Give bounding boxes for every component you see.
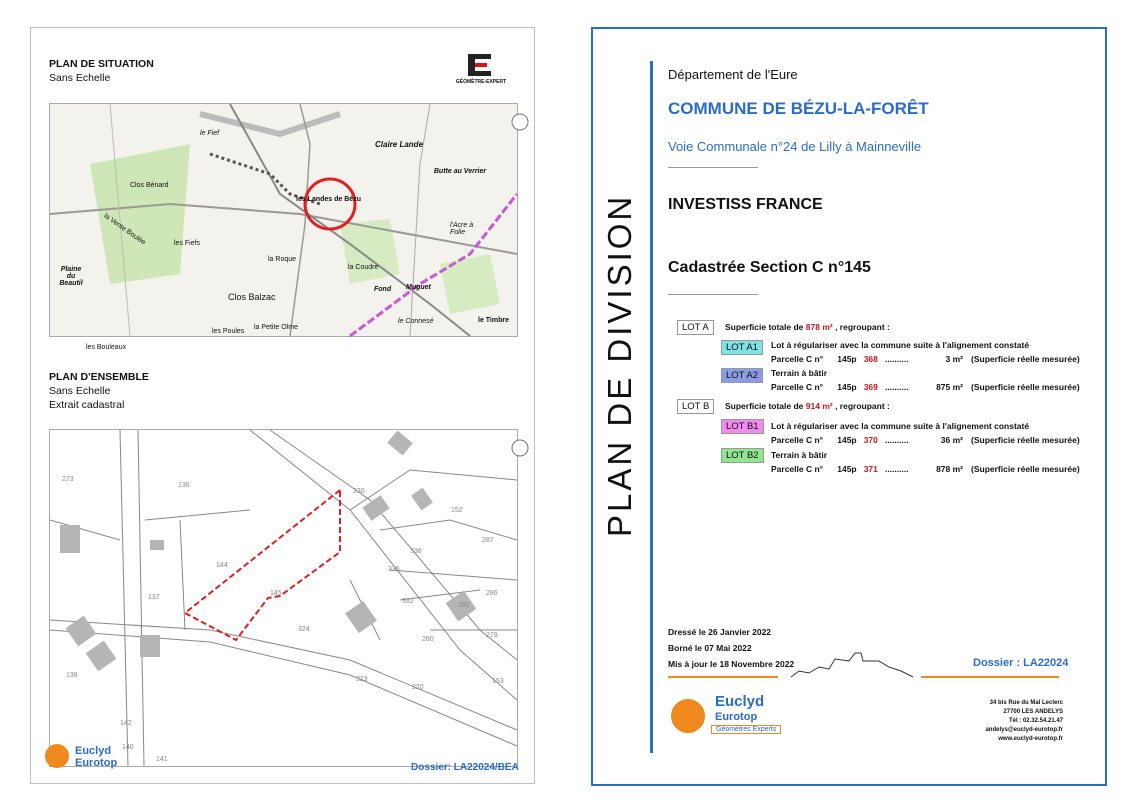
voie: Voie Communale n°24 de Lilly à Mainneville [668,139,922,154]
map-label: la Petite Olme [254,324,298,331]
parcel-label: 230 [353,488,365,495]
lot-b1-parcel: Parcelle C n° 145p 370 .......... [771,435,909,445]
lot-a1-desc: Lot à régulariser avec la commune suite à l'alignement constaté [771,340,1030,350]
skyline-sketch [789,641,919,681]
parcel-label: 286 [486,590,498,597]
lot-a2-area: 875 m² [936,382,963,392]
map-label: Muguet [406,284,431,291]
logo-line3: Géomètres Experts [711,725,781,734]
right-sheet [591,27,1107,786]
parcel-label: 335 [388,566,400,573]
parcel-label: 220 [412,684,424,691]
parcel-label: 136 [178,482,190,489]
lot-a1-area: 3 m² [945,354,963,364]
map-label: Claire Lande [375,140,424,149]
parcel-label: 138 [66,672,78,679]
lot-b2-note: (Superficie réelle mesurée) [971,464,1080,474]
map-label: le Fief [200,130,220,137]
ensemble-subtitle: Sans Echelle [49,385,111,397]
parcel-label: 152 [451,507,463,514]
date-updated: Mis à jour le 18 Novembre 2022 [668,659,795,669]
client: INVESTISS FRANCE [668,196,823,213]
parcel-label: 140 [122,744,134,751]
address-line: 34 bis Rue du Mal Leclerc [989,700,1063,706]
situation-title: PLAN DE SITUATION [49,58,154,70]
lot-b2-tag: LOT B2 [721,448,764,463]
date-drawn: Dressé le 26 Janvier 2022 [668,627,772,637]
ensemble-extract: Extrait cadastral [49,399,125,411]
map-label: Plaine du Beautil [59,266,83,287]
logo-line2: Eurotop [715,711,758,723]
lot-b2-desc: Terrain à bâtir [771,450,828,460]
address-website: www.euclyd-eurotop.fr [998,736,1063,742]
address-block [933,699,1063,744]
parcel-label: 280 [422,636,434,643]
lot-a1-parcel: Parcelle C n° 145p 368 .......... [771,354,909,364]
situation-subtitle: Sans Echelle [49,72,111,84]
commune-title: COMMUNE DE BÉZU-LA-FORÊT [668,99,929,118]
logo-line2: Eurotop [75,757,118,769]
lot-b-tag: LOT B [677,399,714,414]
map-label: la Vente Boulée [102,212,147,247]
parcel-label: 338 [410,548,422,555]
parcel-label: 281 [458,602,470,609]
dossier-label: Dossier: LA22024/BEA [411,762,519,773]
map-label: Clos Balzac [228,292,276,302]
lot-a1-tag: LOT A1 [721,340,763,355]
ensemble-title: PLAN D'ENSEMBLE [49,371,149,383]
parcel-label: 332 [402,598,414,605]
lot-b-summary: Superficie totale de 914 m² , regroupant : [725,401,890,411]
map-label: la Coudre [348,264,379,271]
euclyd-logo-icon [45,744,69,768]
lot-a2-parcel: Parcelle C n° 145p 369 .......... [771,382,909,392]
map-label: les Bouleaux [86,344,127,351]
map-label: les Landes de Bézu [296,196,361,203]
map-label: Clos Bénard [130,182,169,189]
address-line: Tél : 02.32.54.21.47 [1008,718,1063,724]
lot-b2-area: 878 m² [936,464,963,474]
parcel-label: 153 [492,678,504,685]
map-label: la Roque [268,256,297,263]
lot-b1-note: (Superficie réelle mesurée) [971,435,1080,445]
lot-a-summary: Superficie totale de 878 m² , regroupant : [725,322,890,332]
lot-a-tag: LOT A [677,320,714,335]
parcel-label: 273 [62,476,74,483]
divider [668,167,758,168]
geometre-expert-logo [451,52,511,92]
department: Département de l'Eure [668,67,798,82]
geometre-logo-text: GÉOMÈTRE-EXPERT [455,79,507,85]
map-label: l'Acre à Folie [450,222,474,236]
divider [668,294,758,295]
parcel-label: 324 [298,626,310,633]
left-sheet [30,27,535,784]
cadastre-title: Cadastrée Section C n°145 [668,259,871,276]
orange-rule [668,676,778,678]
map-label: les Poules [212,328,245,335]
lot-a2-note: (Superficie réelle mesurée) [971,382,1080,392]
map-label: le Connesé [398,318,434,325]
logo-line1: Euclyd [75,745,112,757]
vertical-rule [650,61,653,753]
parcel-label: 287 [482,537,494,544]
lot-a2-desc: Terrain à bâtir [771,368,828,378]
parcel-label: 137 [148,594,160,601]
parcel-label: 279 [486,632,498,639]
address-line: 27700 LES ANDELYS [1003,709,1063,715]
dossier-label: Dossier : LA22024 [973,657,1069,669]
address-email: andelys@euclyd-eurotop.fr [985,727,1063,733]
parcel-label: 142 [120,720,132,727]
lot-a2-tag: LOT A2 [721,368,763,383]
lot-b2-parcel: Parcelle C n° 145p 371 .......... [771,464,909,474]
orange-rule [921,676,1059,678]
map-label: le Timbre [478,317,509,324]
lot-a1-note: (Superficie réelle mesurée) [971,354,1080,364]
vertical-title: PLAN DE DIVISION [601,193,638,537]
parcel-label: 144 [216,562,228,569]
map-label: Butte au Verrier [433,168,487,175]
date-marked: Borné le 07 Mai 2022 [668,643,752,653]
lot-b1-desc: Lot à régulariser avec la commune suite à l'alignement constaté [771,421,1030,431]
lot-b1-area: 36 m² [940,435,963,445]
situation-map [49,103,518,351]
map-label: Fond [374,286,392,293]
parcel-label: 323 [356,676,368,683]
logo-line1: Euclyd [715,693,765,710]
euclyd-logo-icon [671,699,705,733]
parcel-label: 145 [270,590,282,597]
parcel-label: 141 [156,756,168,763]
map-label: les Fiefs [174,240,201,247]
cadastre-map [49,429,518,767]
lot-b1-tag: LOT B1 [721,419,764,434]
